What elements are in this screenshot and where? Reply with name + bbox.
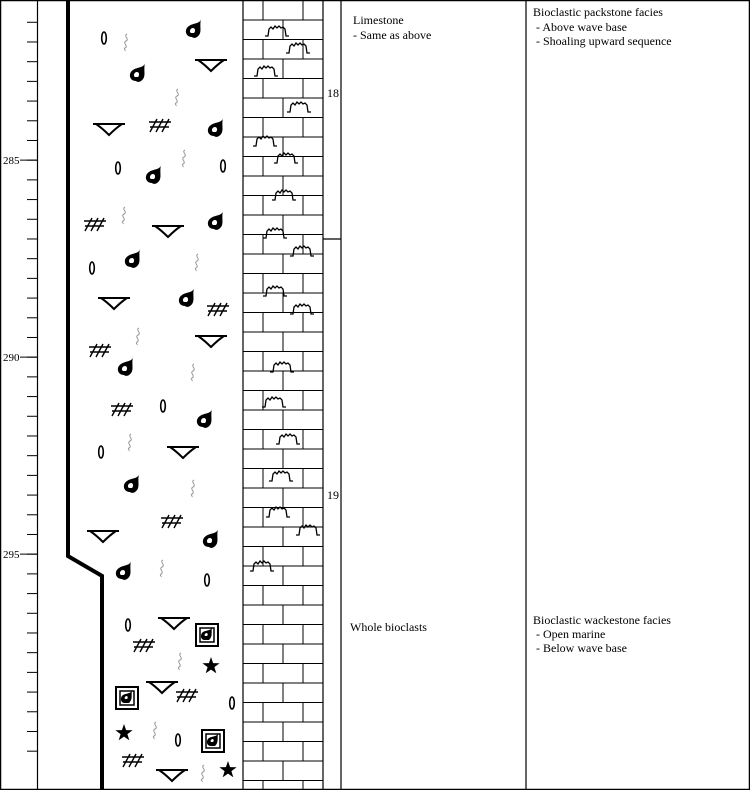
crinoid-icon: [111, 403, 133, 416]
shell-fragment-icon: [87, 531, 119, 542]
grain-size-line: [68, 0, 102, 790]
gastropod-icon: [118, 357, 133, 376]
grain-size-curve: [68, 0, 102, 790]
gastropod-icon: [179, 288, 194, 307]
crinoid-icon: [89, 344, 111, 357]
burrow-icon: [178, 653, 181, 670]
bivalve-icon: [176, 734, 181, 746]
stromatolite-icon: [276, 434, 300, 444]
burrow-icon: [175, 89, 178, 106]
shell-fragment-icon: [93, 124, 125, 135]
stromatolite-icon: [269, 471, 293, 481]
log-frame: [1, 0, 750, 790]
stromatolite-icon: [262, 397, 286, 407]
gastropod-icon: [203, 529, 218, 548]
gastropod-icon: [125, 249, 140, 268]
stromatolite-icon: [274, 153, 298, 163]
gastropod-icon: [208, 118, 223, 137]
whole-gastropod-icon: [196, 624, 218, 646]
shell-fragment-icon: [195, 60, 227, 71]
crinoid-icon: [149, 119, 171, 132]
star-icon: [202, 657, 219, 673]
gastropod-icon: [116, 561, 131, 580]
gastropod-icon: [146, 165, 161, 184]
burrow-icon: [160, 560, 163, 577]
burrow-icon: [182, 150, 185, 167]
stromatolite-icon: [265, 26, 289, 36]
unit1-facies-note-1: - Above wave base: [536, 20, 627, 34]
bivalve-icon: [90, 262, 95, 274]
gastropod-icon: [208, 211, 223, 230]
whole-gastropod-icon: [116, 687, 138, 709]
unit2-facies-note-1: - Open marine: [536, 627, 606, 641]
gastropod-icon: [186, 19, 201, 38]
description-column: [350, 13, 431, 634]
burrow-icon: [191, 480, 194, 497]
bivalve-icon: [116, 162, 121, 174]
stromatolite-icon: [263, 286, 287, 296]
shell-fragment-icon: [158, 618, 190, 629]
lithology-column: [243, 0, 323, 790]
outer-border: [1, 1, 750, 790]
depth-label-290: 290: [3, 352, 20, 365]
bioclast-symbols: [84, 19, 237, 782]
burrow-icon: [122, 207, 125, 224]
stromatolite-icon: [266, 507, 290, 517]
depth-label-295: 295: [3, 549, 20, 562]
shell-fragment-icon: [152, 226, 184, 237]
crinoid-icon: [133, 639, 155, 652]
unit1-lithology-note: - Same as above: [353, 28, 432, 42]
sample-label-19: 19: [327, 488, 339, 503]
unit2-facies: Bioclastic wackestone facies: [533, 613, 671, 627]
crinoid-icon: [122, 754, 144, 767]
shell-fragment-icon: [146, 682, 178, 693]
shell-fragment-icon: [156, 770, 188, 781]
sample-label-18: 18: [327, 86, 339, 101]
unit1-facies-note-2: - Shoaling upward sequence: [536, 34, 672, 48]
stromatolite-icon: [254, 66, 278, 76]
crinoid-icon: [161, 515, 183, 528]
whole-gastropod-icon: [202, 730, 224, 752]
crinoid-icon: [84, 218, 106, 231]
burrow-icon: [191, 364, 194, 381]
crinoid-icon: [207, 303, 229, 316]
bivalve-icon: [205, 574, 210, 586]
star-icon: [219, 761, 236, 777]
stromatolite-icon: [287, 102, 311, 112]
unit2-facies-note-2: - Below wave base: [536, 641, 627, 655]
depth-axis: [3, 22, 38, 751]
burrow-icon: [136, 328, 139, 345]
burrow-icon: [153, 722, 156, 739]
bivalve-icon: [99, 446, 104, 458]
bivalve-icon: [102, 32, 107, 44]
unit1-lithology: Limestone: [353, 13, 404, 27]
depth-label-285: 285: [3, 155, 20, 168]
burrow-icon: [128, 434, 131, 451]
bivalve-icon: [221, 160, 226, 172]
unit1-facies: Bioclastic packstone facies: [533, 5, 663, 19]
burrow-icon: [201, 765, 204, 782]
sample-column: [323, 86, 341, 502]
crinoid-icon: [176, 689, 198, 702]
facies-column: [533, 5, 672, 655]
star-icon: [115, 724, 132, 740]
shell-fragment-icon: [98, 298, 130, 309]
unit2-lithology: Whole bioclasts: [350, 620, 427, 634]
gastropod-icon: [197, 409, 212, 428]
bivalve-icon: [230, 697, 235, 709]
bivalve-icon: [126, 619, 131, 631]
bivalve-icon: [161, 400, 166, 412]
shell-fragment-icon: [167, 447, 199, 458]
gastropod-icon: [124, 474, 139, 493]
burrow-icon: [195, 254, 198, 271]
burrow-icon: [124, 34, 127, 51]
shell-fragment-icon: [195, 336, 227, 347]
gastropod-icon: [130, 63, 145, 82]
stromatolite-icon: [286, 43, 310, 53]
